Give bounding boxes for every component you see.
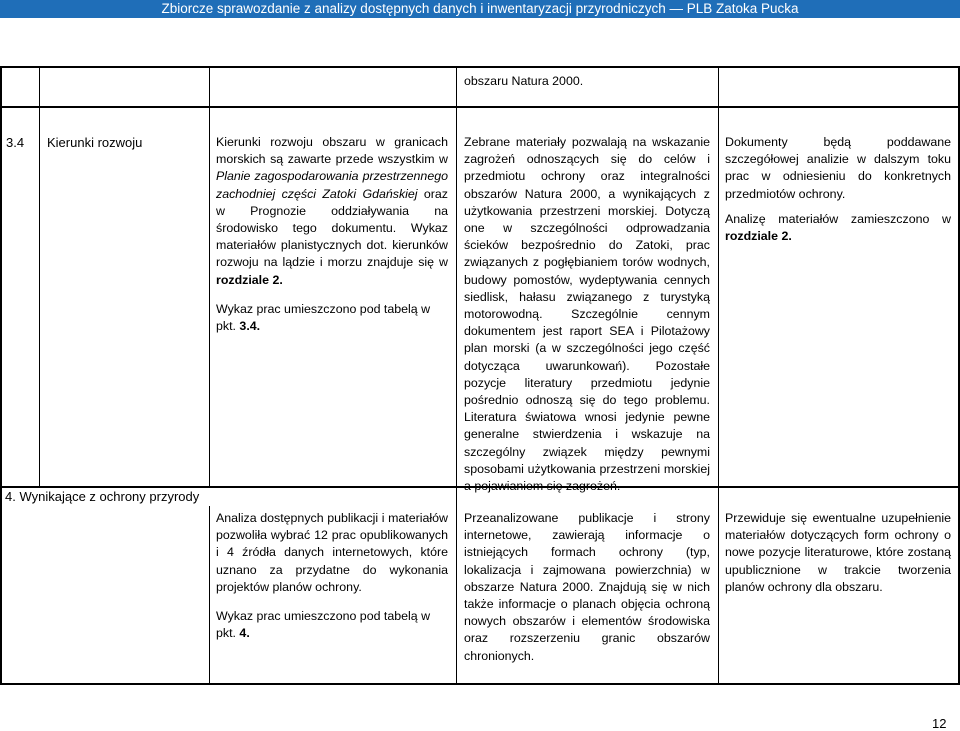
row-3-4-col5-paragraph-1: Dokumenty będą poddawane szczegółowej analizie w dalszym toku prac w odniesieniu do konkretnych przedmiotów ochrony.	[725, 135, 951, 201]
col-divider-2-lower	[209, 506, 210, 684]
row-3-4-number: 3.4	[6, 135, 25, 150]
row-4-col3-text	[216, 510, 448, 642]
row-3-4-col5-text	[725, 134, 951, 245]
row-4-col5-text: Przewiduje się ewentualne uzupełnienie materiałów dotyczących form ochrony o nowe pozycje literaturowe, które zostaną upublicznione w trakcie tworzenia planów ochrony dla obszaru.	[725, 511, 951, 594]
table-right-border	[958, 66, 960, 684]
row-4-col3-paragraph-1: Analiza dostępnych publikacji i materiałów pozwoliła wybrać 12 prac opublikowanych i 4 źródła danych internetowych, które uznano za przydatne do wykonania projektów planów ochrony.	[216, 511, 448, 594]
row-3-4-col5-paragraph-2: Analizę materiałów zamieszczono w rozdziale 2.	[725, 211, 951, 244]
row-4-name: 4. Wynikające z ochrony przyrody	[5, 489, 200, 504]
row-3-4-col3-text	[216, 134, 448, 335]
col-divider-3	[456, 66, 457, 684]
row-4-col3-paragraph-2: Wykaz prac umieszczono pod tabelą w pkt. 4.	[216, 609, 431, 641]
row-3-4-col3-paragraph-1: Kierunki rozwoju obszaru w granicach morskich są zawarte przede wszystkim w Planie zagospodarowania przestrzennego zachodniej części Zatoki Gdańskiej oraz w Prognozie oddziaływania na środowisko tego dokumentu. Wykaz materiałów planistycznych dot. kierunków rozwoju na lądzie i morzu znajduje się w rozdziale 2.	[216, 135, 448, 287]
page-number: 12	[932, 716, 947, 731]
document-header	[0, 0, 960, 18]
row-divider-1	[0, 106, 960, 108]
col-divider-2	[209, 66, 210, 487]
col-divider-1	[39, 66, 40, 487]
top-row-col4-text: obszaru Natura 2000.	[464, 74, 584, 88]
row-3-4-col3-paragraph-2: Wykaz prac umieszczono pod tabelą w pkt. 3.4.	[216, 301, 431, 334]
table-top-border	[0, 66, 960, 68]
table-bottom-border	[0, 683, 960, 685]
col-divider-4	[718, 66, 719, 684]
row-3-4-name: Kierunki rozwoju	[47, 135, 143, 150]
row-4-col4-text: Przeanalizowane publikacje i strony internetowe, zawierają informacje o istniejących formach ochrony (typ, lokalizacja i zajmowana powierzchnia) w obszarze Natura 2000. Znajdują się w nich także informacje o planach objęcia ochroną nowych obszarów i elementów środowiska oraz rozszerzeniu granic obszarów chronionych.	[464, 511, 710, 663]
table-left-border	[0, 66, 2, 684]
document-title: Zbiorcze sprawozdanie z analizy dostępnych danych i inwentaryzacji przyrodniczych — PLB Zatoka Pucka	[161, 1, 799, 16]
row-3-4-col4-text: Zebrane materiały pozwalają na wskazanie zagrożeń odnoszących się do celów i przedmiotu ochrony oraz integralności obszarów Natura 2000, a wynikających z użytkowania przestrzeni morskiej. Dotyczą one w szczególności odprowadzania ścieków bezpośrednio do Zatoki, prac związanych z pogłębianiem torów wodnych, budowy pomostów, wydeptywania cennych siedlisk, hałasu związanego z turystyką motorowodną. Szczególnie cennym dokumentem jest raport SEA i Pilotażowy plan morski (a w szczególności jego część dotycząca uwarunkowań). Pozostałe pozycje literatury przedmiotu jedynie pośrednio odnoszą się do tego problemu. Literatura światowa wnosi jedynie pewne generalne stwierdzenia i wskazuje na szczególny związek między pewnymi sposobami użytkowania przestrzeni morskiej a pojawianiem się zagrożeń.	[464, 135, 710, 494]
